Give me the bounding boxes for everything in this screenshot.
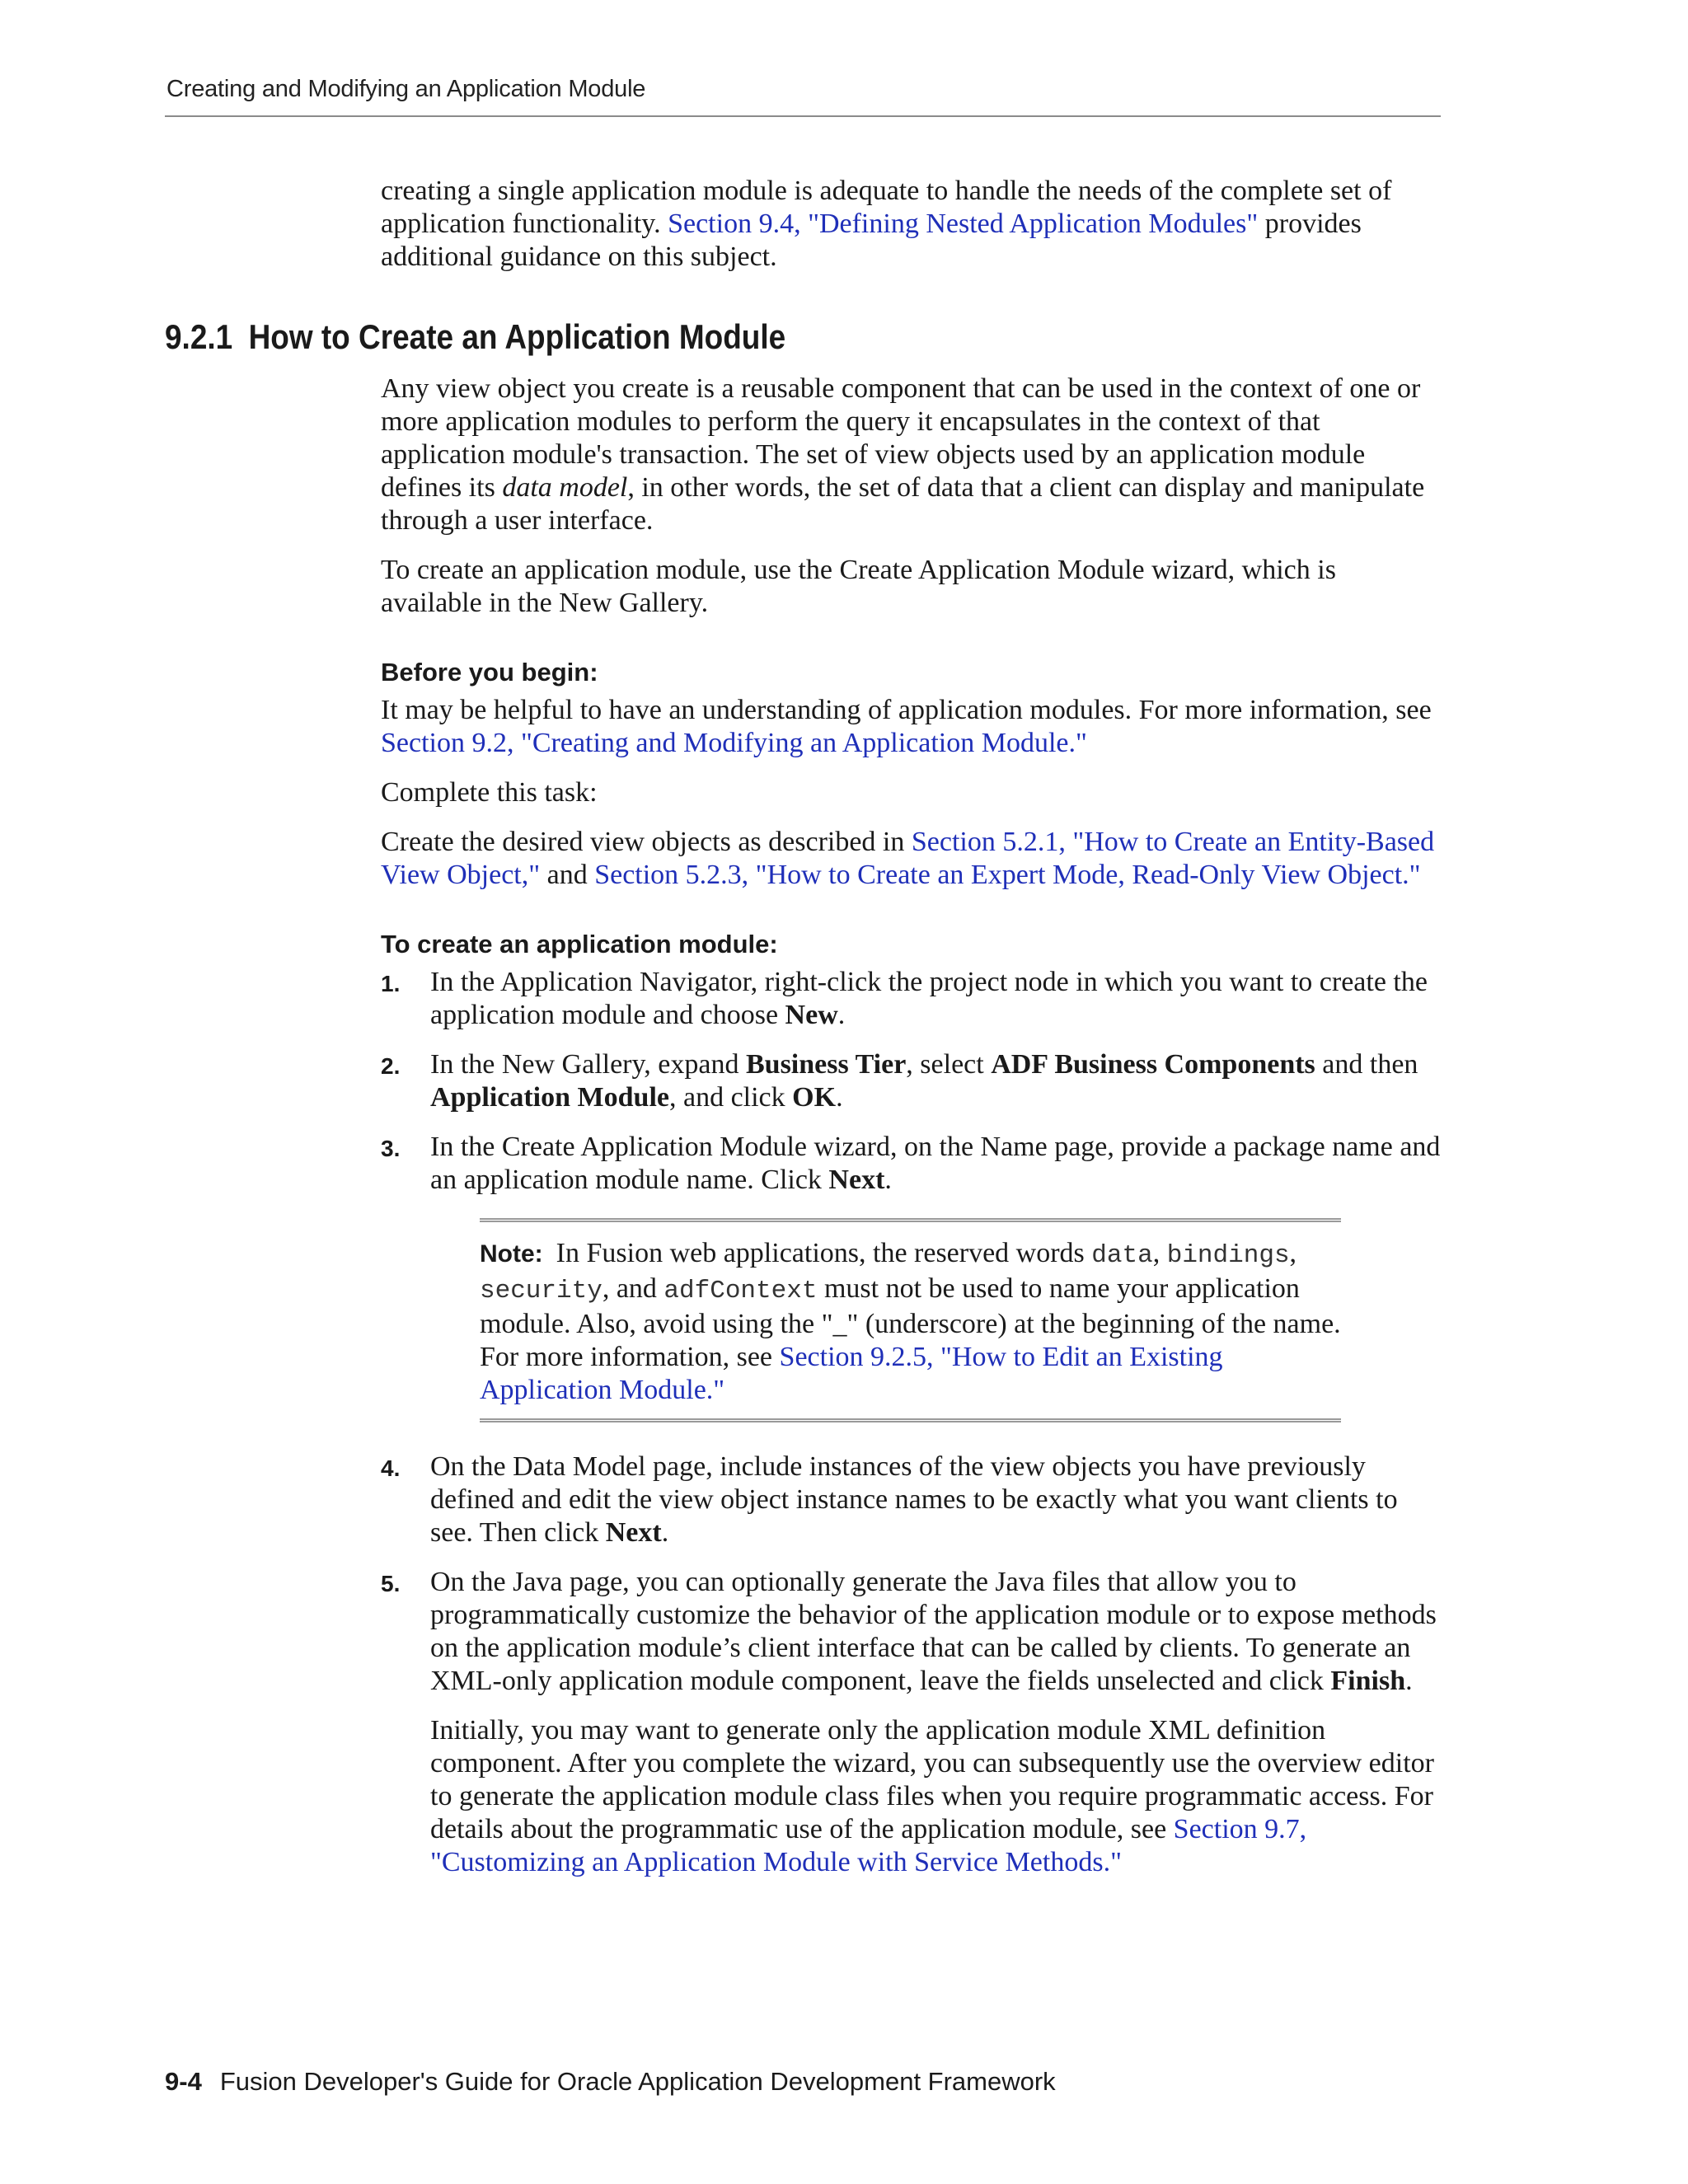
section-title: How to Create an Application Module xyxy=(248,317,786,356)
step-1 xyxy=(381,966,1444,1032)
step-text-end: . xyxy=(884,1165,892,1195)
step-text: , and click xyxy=(668,1082,793,1113)
link-section-9-2[interactable]: Section 9.2, "Creating and Modifying an Application Module." xyxy=(381,728,1087,758)
ui-label-adf-bc: ADF Business Components xyxy=(991,1049,1315,1080)
step-text: In the Create Application Module wizard, on the Name page, provide a package name and an application module name. Click xyxy=(430,1132,1441,1195)
step-number: 2. xyxy=(381,1053,401,1079)
para-wizard: To create an application module, use the Create Application Module wizard, which is available in the New Gallery. xyxy=(381,555,1336,618)
ui-label-next: Next xyxy=(605,1517,662,1548)
step-number: 3. xyxy=(381,1136,401,1161)
para1-text-end: , in other words, the set of data that a client can display and manipulate through a user interface. xyxy=(381,472,1425,536)
step-text-end: . xyxy=(1405,1666,1413,1696)
intro-text-end: provides additional guidance on this subject. xyxy=(381,209,1362,272)
section-number: 9.2.1 xyxy=(165,317,233,356)
header-rule xyxy=(165,115,1441,117)
task-text-and: and xyxy=(540,860,595,890)
procedure-steps-continued xyxy=(381,1451,1444,1879)
procedure-heading: To create an application module: xyxy=(381,930,778,958)
step-3 xyxy=(381,1131,1444,1197)
before-paragraph xyxy=(381,694,1444,760)
ui-label-ok: OK xyxy=(792,1082,837,1113)
step-text: Initially, you may want to generate only the application module XML definition component. After you complete the wizard, you can subsequently use the overview editor to generate the application module class files when you require programmatic access. For details about the programmatic use of the application module, see xyxy=(430,1715,1434,1844)
intro-block xyxy=(381,175,1444,290)
step-text: In the Application Navigator, right-click the project node in which you want to create the application module and choose xyxy=(430,967,1428,1030)
ui-label-next: Next xyxy=(828,1165,885,1195)
step-text: In the New Gallery, expand xyxy=(430,1049,746,1080)
link-section-9-7[interactable]: Section 9.7, "Customizing an Application Module with Service Methods." xyxy=(430,1814,1307,1877)
step-number: 5. xyxy=(381,1571,401,1596)
reserved-word-data: data xyxy=(1091,1241,1153,1270)
step-text-end: . xyxy=(837,1000,846,1030)
link-section-9-4[interactable]: Section 9.4, "Defining Nested Application Modules" xyxy=(668,209,1259,239)
step-number: 4. xyxy=(381,1455,401,1481)
step-number: 1. xyxy=(381,971,401,996)
para1-text: Any view object you create is a reusable component that can be used in the context of one or more application modules to perform the query it encapsulates in the context of that application module's transaction. The set of view objects used by an application module defines its xyxy=(381,373,1421,503)
intro-text: creating a single application module is adequate to handle the needs of the complete set of application functionality. xyxy=(381,176,1392,239)
note-text: In Fusion web applications, the reserved words xyxy=(556,1238,1092,1268)
task-text: Create the desired view objects as described in xyxy=(381,827,912,857)
step-5 xyxy=(381,1566,1444,1879)
data-model-term: data model xyxy=(502,472,628,503)
note-text: must not be used to name your application module. Also, avoid using the "_" (underscore) at the beginning of the name. For more information, see xyxy=(480,1273,1341,1372)
note-text: , and xyxy=(602,1273,664,1304)
book-title: Fusion Developer's Guide for Oracle Application Development Framework xyxy=(219,2067,1056,2096)
note-text: , xyxy=(1152,1238,1167,1268)
reserved-word-security: security xyxy=(480,1277,603,1305)
before-text: It may be helpful to have an understanding of application modules. For more information, see xyxy=(381,695,1432,725)
link-section-5-2-1[interactable]: Section 5.2.1, "How to Create an Entity-Based View Object," xyxy=(381,827,1435,890)
main-body xyxy=(381,373,1444,1896)
section-heading xyxy=(165,317,785,357)
note-text: , xyxy=(1289,1238,1297,1268)
intro-paragraph xyxy=(381,175,1444,274)
page-footer xyxy=(165,2067,1056,2097)
para-view-objects xyxy=(381,373,1444,537)
step-text-end: . xyxy=(836,1082,843,1113)
task-paragraph xyxy=(381,826,1444,892)
step-2 xyxy=(381,1048,1444,1114)
note-box xyxy=(480,1218,1341,1422)
link-section-5-2-3[interactable]: Section 5.2.3, "How to Create an Expert Mode, Read-Only View Object." xyxy=(594,860,1421,890)
ui-label-application-module: Application Module xyxy=(430,1082,669,1113)
link-section-9-2-5[interactable]: Section 9.2.5, "How to Edit an Existing Application Module." xyxy=(480,1342,1223,1405)
page-number: 9-4 xyxy=(165,2067,202,2096)
reserved-word-adfcontext: adfContext xyxy=(663,1277,818,1305)
ui-label-business-tier: Business Tier xyxy=(745,1049,907,1080)
step-text: On the Java page, you can optionally generate the Java files that allow you to programmatically customize the behavior of the application module or to expose methods on the application module’s client interface that can be called by clients. To generate an XML-only application module component, leave the fields unselected and click xyxy=(430,1567,1437,1696)
step-4 xyxy=(381,1451,1444,1549)
ui-label-new: New xyxy=(785,1000,838,1030)
before-you-begin-heading: Before you begin: xyxy=(381,658,598,687)
procedure-steps xyxy=(381,966,1444,1197)
step-text-end: . xyxy=(661,1517,669,1548)
complete-task-label: Complete this task: xyxy=(381,777,598,808)
step-text: and then xyxy=(1315,1049,1418,1080)
note-label: Note: xyxy=(480,1240,543,1268)
step-5-paragraph xyxy=(430,1566,1444,1698)
step-text: On the Data Model page, include instances of the view objects you have previously defined and edit the view object instance names to be exactly what you want clients to see. Then click xyxy=(430,1451,1398,1548)
reserved-word-bindings: bindings xyxy=(1166,1241,1290,1270)
step-5-followup-paragraph xyxy=(430,1714,1444,1879)
ui-label-finish: Finish xyxy=(1330,1666,1406,1696)
running-header: Creating and Modifying an Application Module xyxy=(166,76,646,102)
step-text: , select xyxy=(906,1049,992,1080)
